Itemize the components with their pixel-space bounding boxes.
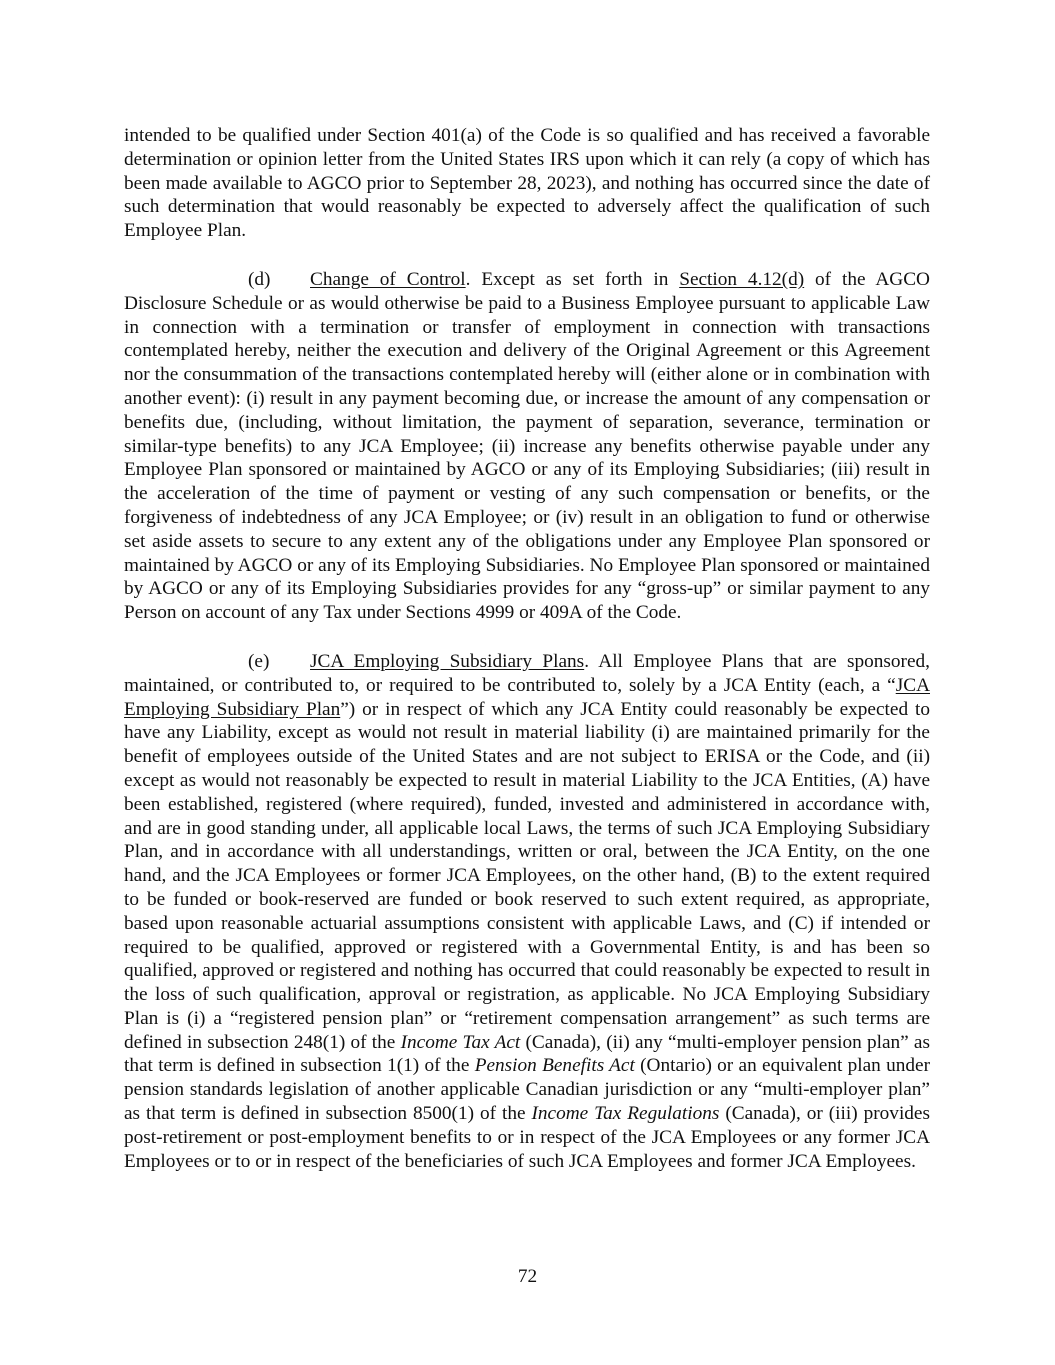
paragraph-d-after-heading: . Except as set forth in [465,268,680,290]
paragraph-e-text-1: . All Employee Plans that are sponsored, maintained, or contributed to, or required to be contributed to, solely by a JCA Entity (each, a “ [124,650,930,696]
paragraph-e-text-5: (Canada), or (iii) provides post-retirement or post-employment benefits to or in respect of the JCA Employees or any former JCA Employees or to or in respect of the beneficiaries of such JCA Employees and former JCA Employees. [124,1103,930,1172]
defined-term: JCA Employing Subsidiary Plan [124,674,930,720]
paragraph-e-marker: (e) [248,650,270,672]
section-reference: Section 4.12(d) [679,268,805,290]
paragraph-e-text-2: ”) or in respect of which any JCA Entity could reasonably be expected to have any Liability, except as would not result in material liability (i) are maintained primarily for the benefit of employees outside of the United States and are not subject to ERISA or the Code, and (ii) except as would not reasonably be expected to result in material Liability to the JCA Entities, (A) have been established, registered (where required), funded, invested and administered in accordance with, and are in good standing under, all applicable local Laws, the terms of such JCA Employing Subsidiary Plan, and in accordance with all understandings, written or oral, between the JCA Entity, on the one hand, and the JCA Employees or former JCA Employees, on the other hand, (B) to the extent required to be funded or book-reserved are funded or book reserved to such extent required, as appropriate, based upon reasonable actuarial assumptions consistent with applicable Laws, and (C) if intended or required to be qualified, approved or registered with a Governmental Entity, is and has been so qualified, approved or registered and nothing has occurred that could reasonably be expected to result in the loss of such qualification, approval or registration, as applicable. No JCA Employing Subsidiary Plan is (i) a “registered pension plan” or “retirement compensation arrangement” as such terms are defined in subsection 248(1) of the [124,698,930,1053]
italic-title-income-tax-regulations: Income Tax Regulations [531,1103,720,1125]
paragraph-e [124,650,930,1174]
paragraph-d-heading: Change of Control [310,268,466,290]
page-number: 72 [517,1266,538,1287]
italic-title-income-tax-act: Income Tax Act [400,1031,521,1053]
paragraph-e-text-3: (Canada), (ii) any “multi-employer pension plan” as that term is defined in subsection 1(1) of the [124,1031,930,1077]
paragraph-c-continued [124,124,930,243]
paragraph-d-marker: (d) [248,268,271,290]
italic-title-pension-benefits-act: Pension Benefits Act [474,1055,635,1077]
paragraph-e-heading: JCA Employing Subsidiary Plans [310,650,585,672]
document-page [124,124,930,1197]
paragraph-d-body: of the AGCO Disclosure Schedule or as would otherwise be paid to a Business Employee pursuant to applicable Law in connection with a termination or transfer of employment in connection with transactions contemplated hereby, neither the execution and delivery of the Original Agreement or this Agreement nor the consummation of the transactions contemplated hereby will (either alone or in combination with another event): (i) result in any payment becoming due, or increase the amount of any compensation or benefits due, (including, without limitation, the payment of separation, severance, termination or similar-type benefits) to any JCA Employee; (ii) increase any benefits otherwise payable under any Employee Plan sponsored or maintained by AGCO or any of its Employing Subsidiaries; (iii) result in the acceleration of the time of payment or vesting of any such compensation or benefits, or the forgiveness of indebtedness of any JCA Employee; or (iv) result in an obligation to fund or otherwise set aside assets to secure to any extent any of the obligations under any Employee Plan sponsored or maintained by AGCO or any of its Employing Subsidiaries. No Employee Plan sponsored or maintained by AGCO or any of its Employing Subsidiaries provides for any “gross-up” or similar payment to any Person on account of any Tax under Sections 4999 or 409A of the Code. [124,268,930,624]
paragraph-d [124,268,930,625]
paragraph-c-text: intended to be qualified under Section 401(a) of the Code is so qualified and has received a favorable determination or opinion letter from the United States IRS upon which it can rely (a copy of which has been made available to AGCO prior to September 28, 2023), and nothing has occurred since the date of such determination that would reasonably be expected to adversely affect the qualification of such Employee Plan. [124,125,930,242]
paragraph-e-text-4: (Ontario) or an equivalent plan under pension standards legislation of another applicable Canadian jurisdiction or any “multi-employer plan” as that term is defined in subsection 8500(1) of the [124,1055,930,1125]
